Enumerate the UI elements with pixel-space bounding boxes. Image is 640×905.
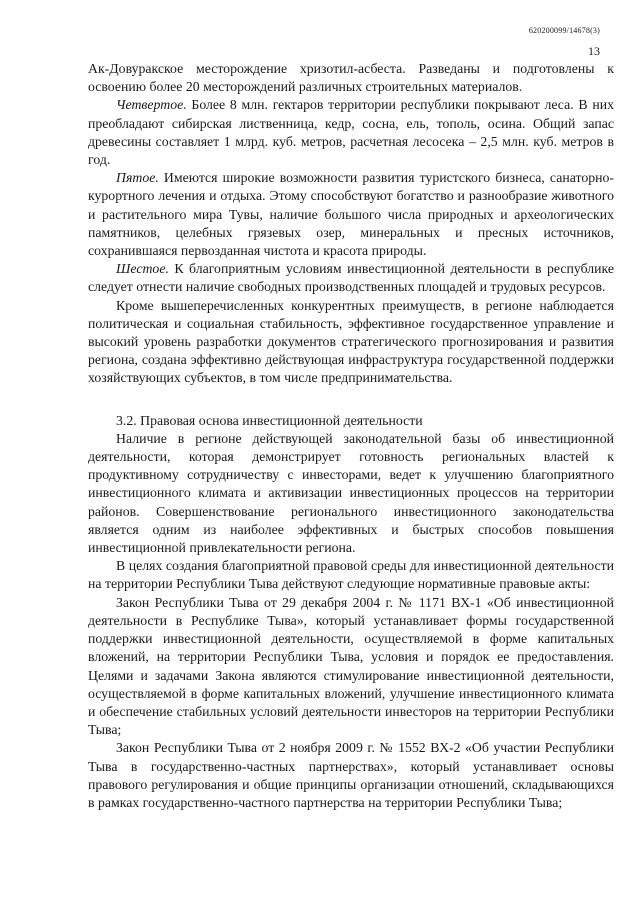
paragraph-fifth — [88, 169, 614, 260]
paragraph-advantages — [88, 297, 614, 388]
paragraph-sixth — [88, 260, 614, 296]
paragraph-text: Кроме вышеперечисленных конкурентных преимуществ, в регионе наблюдается политическая и социальная стабильность, эффективное государственное управление и высокий уровень разработки документов стратегического прогнозирования и развития региона, создана эффективно действующая инфраструктура государственной поддержки хозяйствующих субъектов, в том числе предпринимательства. — [88, 297, 614, 386]
section-paragraph: В целях создания благоприятной правовой среды для инвестиционной деятельности на территории Республики Тыва действуют следующие нормативные правовые акты: — [88, 558, 614, 592]
paragraph-text: Ак-Довуракское месторождение хризотил-асбеста. Разведаны и подготовлены к освоению более 20 месторождений различных строительных материалов. — [88, 61, 614, 95]
paragraph-lead: Четвертое. — [116, 97, 187, 113]
paragraph-text: Более 8 млн. гектаров территории республики покрывают леса. В них преобладают сибирская лиственница, кедр, сосна, ель, тополь, осина. Общий запас древесины составляет 1 млрд. куб. метров, расчетная лесосека – 2,5 млн. куб. метров в год. — [88, 97, 614, 168]
paragraph-text: К благоприятным условиям инвестиционной деятельности в республике следует отнести наличие свободных производственных площадей и трудовых ресурсов. — [88, 261, 614, 295]
document-code: 620200099/14678(3) — [528, 26, 600, 35]
section-heading: 3.2. Правовая основа инвестиционной деятельности — [116, 412, 423, 428]
law-paragraph: Закон Республики Тыва от 2 ноября 2009 г. № 1552 ВХ-2 «Об участии Республики Тыва в государственно-частных партнерствах», который устанавливает основы правового регулирования и общие принципы организации отношений, складывающихся в рамках государственно-частного партнерства на территории Республики Тыва; — [88, 740, 614, 810]
paragraph-text: Имеются широкие возможности развития туристского бизнеса, санаторно-курортного лечения и отдыха. Этому способствуют богатство и разнообразие животного и растительного мира Тувы, наличие большого числа природных и археологических памятников, целебных грязевых озер, минеральных и пресных источников, сохранившаяся первозданная чистота и красота природы. — [88, 170, 614, 259]
paragraph-fourth — [88, 96, 614, 169]
paragraph-lead: Пятое. — [116, 170, 159, 186]
section-paragraph: Наличие в регионе действующей законодательной базы об инвестиционной деятельности, которая демонстрирует готовность региональных властей к продуктивному сотрудничеству с инвесторами, ведет к улучшению благоприятного инвестиционного климата и активизации инвестиционных процессов на территории районов. Совершенствование регионального инвестиционного законодательства является одним из наиболее эффективных и быстрых способов повышения инвестиционной привлекательности региона. — [88, 430, 614, 556]
paragraph-lead: Шестое. — [116, 261, 169, 277]
document-body — [88, 60, 614, 812]
paragraph-continuation — [88, 60, 614, 96]
law-paragraph: Закон Республики Тыва от 29 декабря 2004 г. № 1171 ВХ-1 «Об инвестиционной деятельности в Республике Тыва», который устанавливает формы государственной поддержки инвестиционной деятельности, осуществляемой в форме капитальных вложений, на территории Республики Тыва, условия и порядок ее предоставления. Целями и задачами Закона являются стимулирование инвестиционной деятельности, осуществляемой в форме капитальных вложений, улучшение инвестиционного климата и обеспечение стабильных условий деятельности инвесторов на территории Республики Тыва; — [88, 594, 614, 738]
page-number: 13 — [588, 44, 600, 58]
